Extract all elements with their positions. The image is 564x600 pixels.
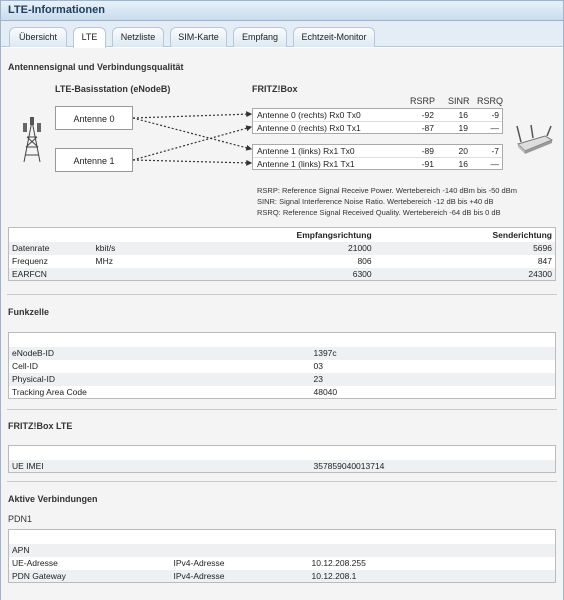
tab-sim-karte[interactable]: SIM-Karte xyxy=(170,27,227,47)
rsrq-value: — xyxy=(490,123,499,133)
lte-panel xyxy=(1,48,563,600)
sinr-value: 19 xyxy=(458,123,468,133)
row-unit: MHz xyxy=(95,256,113,266)
row-name: Frequenz xyxy=(12,256,48,266)
basestation-label: LTE-Basisstation (eNodeB) xyxy=(55,84,171,94)
legend-rsrp: RSRP: Reference Signal Receive Power. Wertebereich -140 dBm bis -50 dBm xyxy=(257,186,517,195)
row-name: UE IMEI xyxy=(9,460,311,473)
table-row xyxy=(9,570,556,583)
table-row xyxy=(9,460,556,473)
row-name: Cell-ID xyxy=(12,361,38,371)
antenna-0-box: Antenne 0 xyxy=(55,106,133,130)
row-type: IPv4-Adresse xyxy=(173,558,225,568)
table-row xyxy=(9,242,556,255)
row-value: 1397c xyxy=(311,347,556,360)
tab-bar xyxy=(1,21,563,47)
fritzbox-table xyxy=(8,445,556,473)
row-name: PDN Gateway xyxy=(9,570,171,583)
col-empfangsrichtung: Empfangsrichtung xyxy=(153,228,375,242)
table-row xyxy=(9,268,556,281)
rsrp-value: -89 xyxy=(421,146,434,156)
antenna-row xyxy=(253,145,502,157)
antenna-row xyxy=(253,157,502,169)
row-down: 21000 xyxy=(153,242,375,255)
antenna-1-table xyxy=(252,144,503,170)
router-icon xyxy=(515,124,553,156)
rsrq-value: -7 xyxy=(491,146,499,156)
legend-sinr: SINR: Signal Interference Noise Ratio. Wertebereich -12 dB bis +40 dB xyxy=(257,197,494,206)
pdn-label: PDN1 xyxy=(8,514,33,524)
rsrp-value: -91 xyxy=(421,159,434,169)
col-senderichtung: Senderichtung xyxy=(375,228,556,242)
antenna-row-name: Antenne 1 (links) Rx1 Tx1 xyxy=(257,159,355,169)
antenna-row xyxy=(253,121,502,133)
table-header-row xyxy=(9,530,556,544)
rsrp-value: -87 xyxy=(421,123,434,133)
row-value: 23 xyxy=(311,373,556,386)
traffic-table xyxy=(8,227,556,281)
row-value: 10.12.208.1 xyxy=(309,570,556,583)
legend-rsrq: RSRQ: Reference Signal Received Quality. Wertebereich -64 dB bis 0 dB xyxy=(257,208,501,217)
col-rsrp: RSRP xyxy=(410,96,436,106)
funkzelle-heading: Funkzelle xyxy=(8,307,50,317)
row-name: Physical-ID xyxy=(9,373,311,386)
table-row xyxy=(9,255,556,268)
tab-empfang[interactable]: Empfang xyxy=(233,27,287,47)
tab-netzliste[interactable]: Netzliste xyxy=(112,27,164,47)
row-unit xyxy=(93,268,153,281)
row-value: 10.12.208.255 xyxy=(311,558,366,568)
antenna-0-table xyxy=(252,108,503,134)
row-up: 847 xyxy=(537,256,552,266)
row-name: EARFCN xyxy=(9,268,93,281)
rsrq-value: -9 xyxy=(491,110,499,120)
antenna-row-name: Antenne 0 (rechts) Rx0 Tx1 xyxy=(257,123,361,133)
rsrq-value: — xyxy=(490,159,499,169)
row-value: 03 xyxy=(313,361,323,371)
row-unit: kbit/s xyxy=(93,242,153,255)
cell-tower-icon xyxy=(19,115,45,163)
row-name: UE-Adresse xyxy=(12,558,58,568)
fritzbox-label: FRITZ!Box xyxy=(252,84,298,94)
table-header-row xyxy=(9,228,556,242)
row-up: 24300 xyxy=(375,268,556,281)
row-name: APN xyxy=(9,544,171,557)
tab-uebersicht[interactable]: Übersicht xyxy=(9,27,67,47)
row-value: 48040 xyxy=(313,386,338,397)
sinr-value: 16 xyxy=(458,110,468,120)
antenna-1-box: Antenne 1 xyxy=(55,148,133,172)
col-sinr: SINR xyxy=(448,96,470,106)
row-value xyxy=(309,544,556,557)
row-name: Tracking Area Code xyxy=(12,386,87,397)
row-type: IPv4-Adresse xyxy=(171,570,309,583)
funkzelle-table xyxy=(8,332,556,399)
table-header-row xyxy=(9,446,556,460)
sinr-value: 20 xyxy=(458,146,468,156)
divider xyxy=(7,294,557,295)
table-row xyxy=(9,347,556,360)
table-row xyxy=(9,386,556,399)
divider xyxy=(7,481,557,482)
row-up: 5696 xyxy=(375,242,556,255)
col-rsrq: RSRQ xyxy=(477,96,504,106)
title-bar xyxy=(1,1,563,21)
row-type xyxy=(171,544,309,557)
connections-table xyxy=(8,529,556,583)
antenna-row-name: Antenne 1 (links) Rx1 Tx0 xyxy=(257,146,355,156)
table-row xyxy=(9,360,556,373)
row-down: 806 xyxy=(357,256,372,266)
connections-heading: Aktive Verbindungen xyxy=(8,494,98,504)
row-name: eNodeB-ID xyxy=(9,347,311,360)
rsrp-value: -92 xyxy=(421,110,434,120)
row-name: Datenrate xyxy=(9,242,93,255)
row-down: 6300 xyxy=(153,268,375,281)
tab-echtzeit-monitor[interactable]: Echtzeit-Monitor xyxy=(293,27,375,47)
antenna-heading: Antennensignal und Verbindungsqualität xyxy=(8,62,184,72)
row-value: 357859040013714 xyxy=(311,460,556,473)
table-row xyxy=(9,544,556,557)
tab-lte[interactable]: LTE xyxy=(73,27,106,48)
divider xyxy=(7,409,557,410)
fritzbox-lte-heading: FRITZ!Box LTE xyxy=(8,421,73,431)
table-row xyxy=(9,557,556,570)
antenna-row-name: Antenne 0 (rechts) Rx0 Tx0 xyxy=(257,110,361,120)
sinr-value: 16 xyxy=(458,159,468,169)
signal-paths xyxy=(133,108,255,168)
table-row xyxy=(9,373,556,386)
window-title: LTE-Informationen xyxy=(8,4,105,16)
table-header-row xyxy=(9,333,556,347)
antenna-row xyxy=(253,109,502,121)
